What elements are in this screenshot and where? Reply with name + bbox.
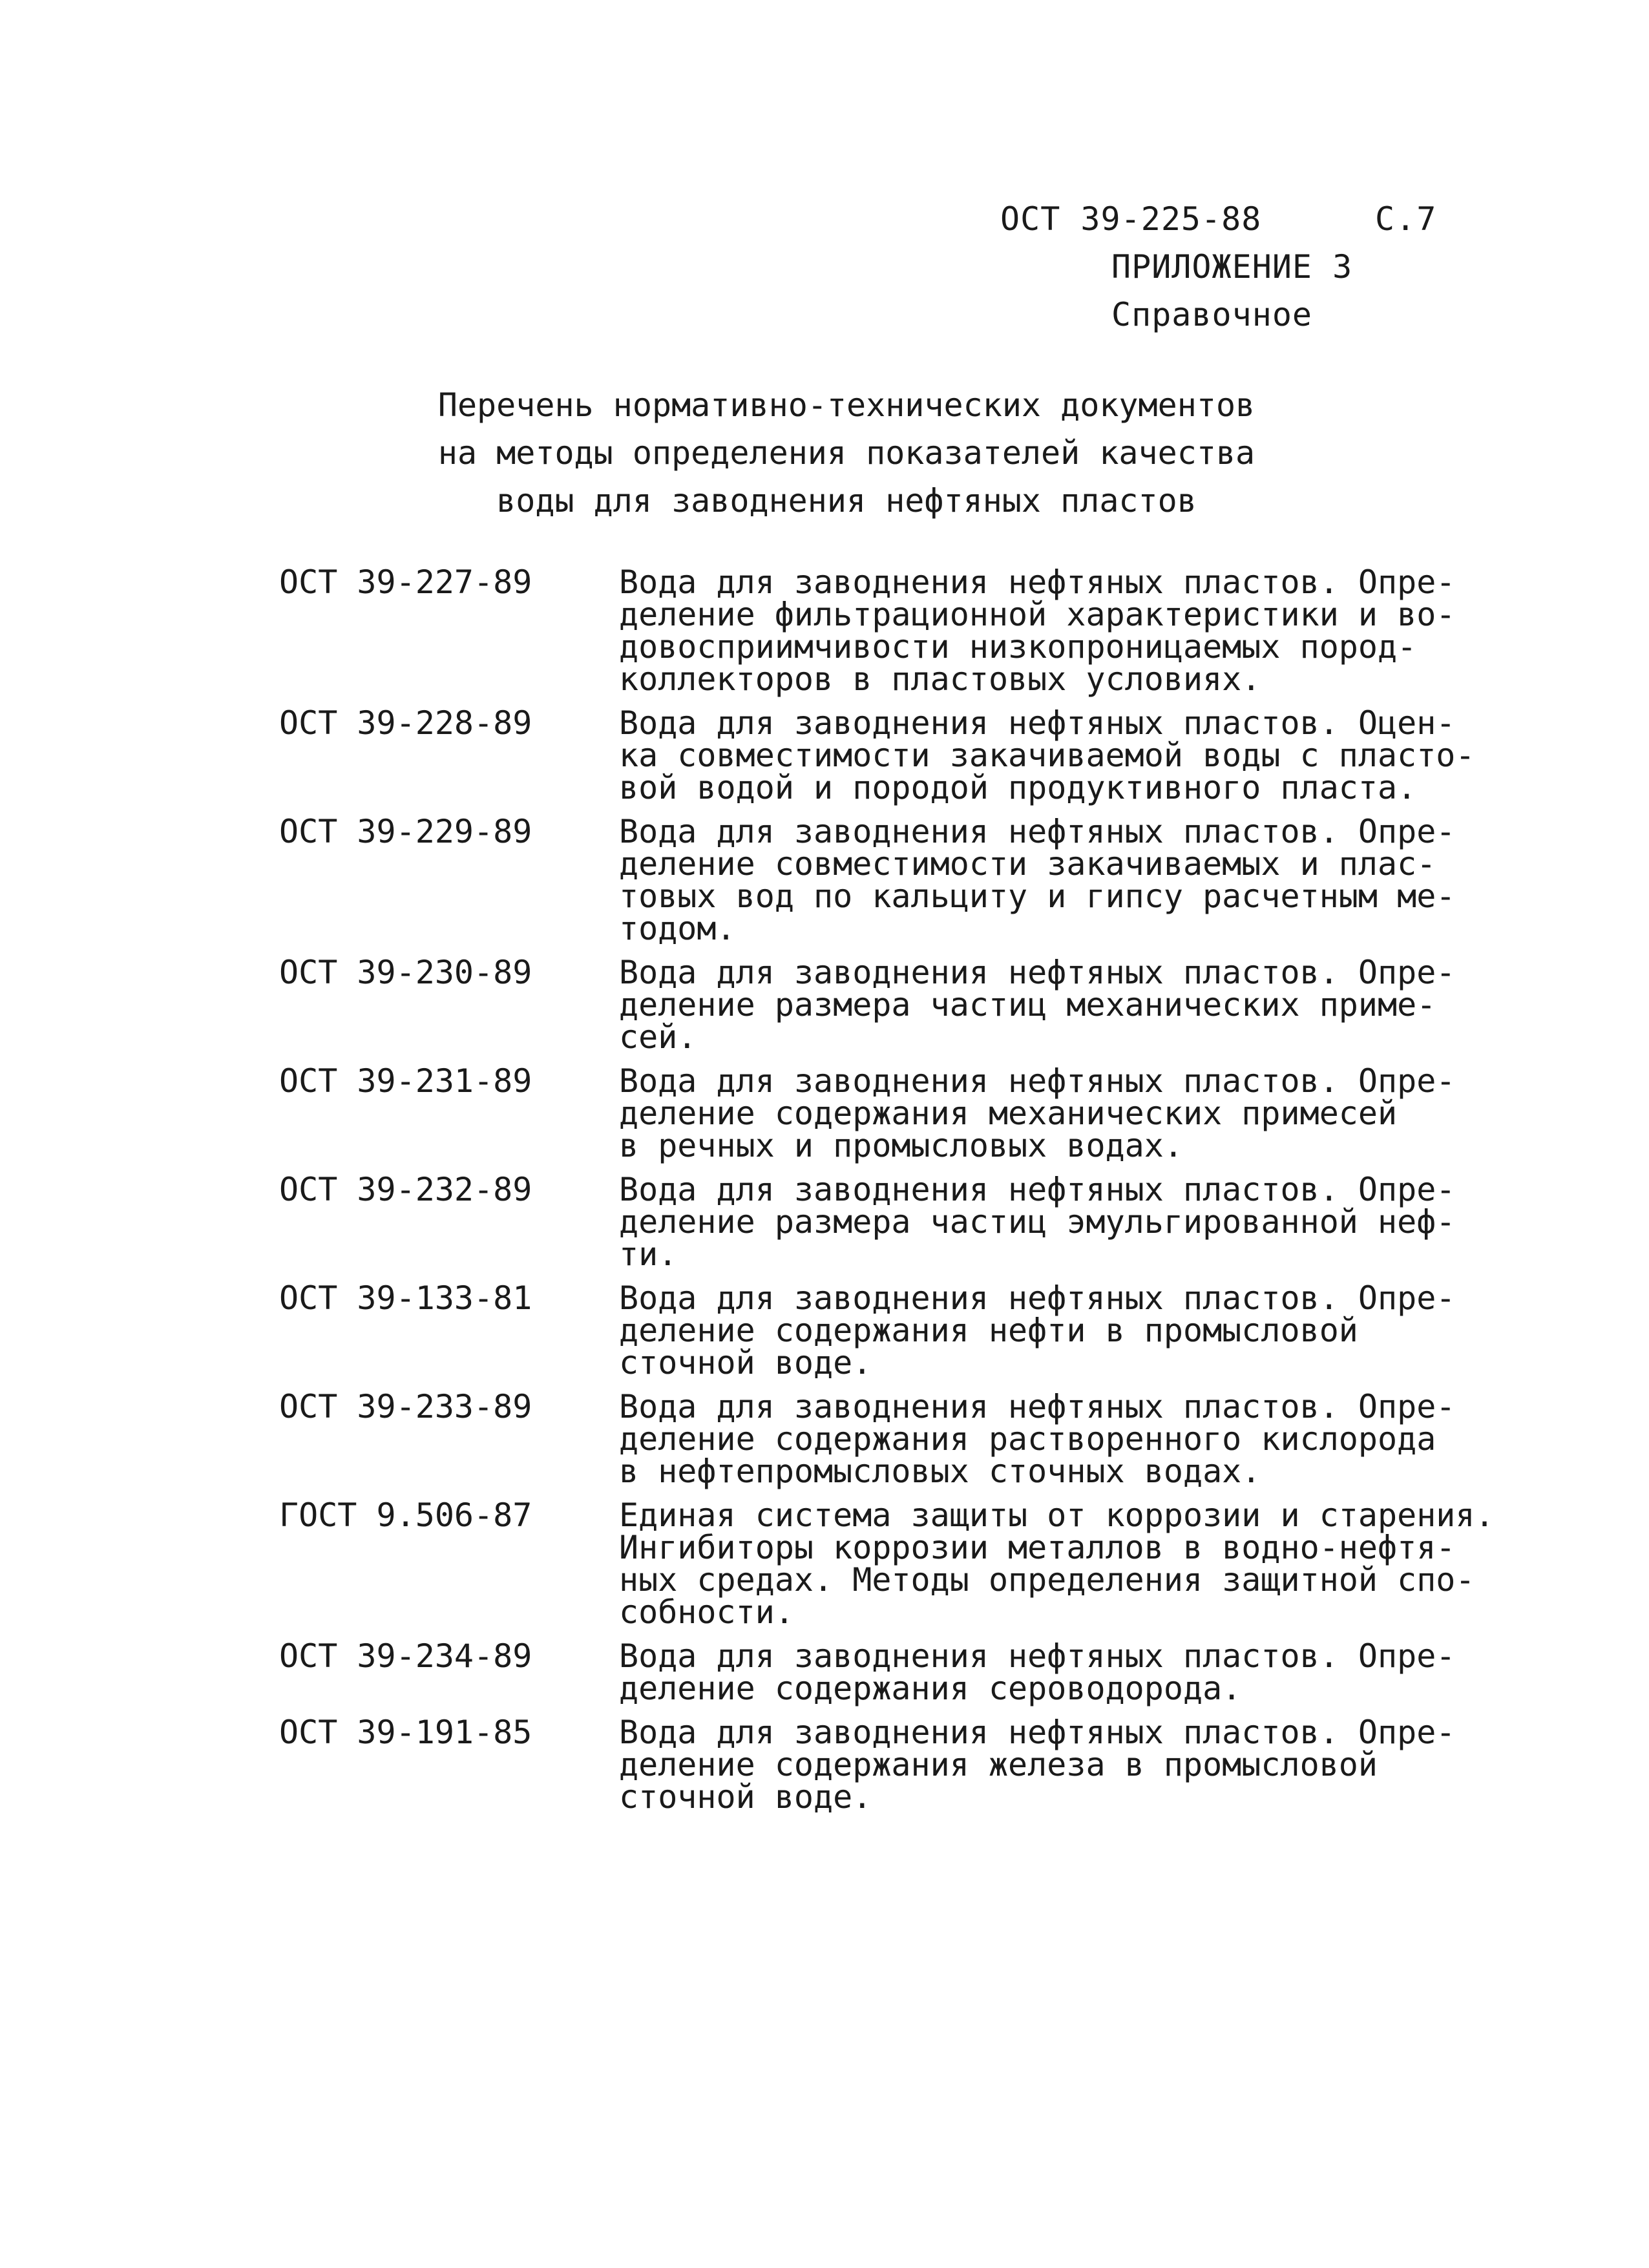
document-description <box>619 1388 1520 1490</box>
description-line: собности. <box>619 1593 794 1631</box>
document-code: ОСТ 39-228-89 <box>279 704 532 742</box>
document-description <box>619 815 1520 945</box>
document-entry <box>279 563 1520 698</box>
document-code: ОСТ 39-234-89 <box>279 1637 532 1675</box>
document-description <box>619 954 1520 1056</box>
document-code: ОСТ 39-191-85 <box>279 1714 532 1751</box>
document-description <box>619 1714 1520 1816</box>
reference-type: Справочное <box>1111 296 1313 333</box>
document-code: ОСТ 39-227-89 <box>279 563 532 601</box>
document-entry <box>279 1637 1520 1707</box>
document-entry <box>279 1171 1520 1273</box>
document-code: ОСТ 39-229-89 <box>279 813 532 850</box>
document-code: ОСТ 39-230-89 <box>279 954 532 991</box>
description-line: деление содержания механических примесей <box>619 1095 1398 1132</box>
description-line: деление содержания растворенного кислорода <box>619 1420 1436 1458</box>
description-line: Вода для заводнения нефтяных пластов. Опре- <box>619 563 1456 601</box>
description-line: деление содержания железа в промысловой <box>619 1746 1378 1783</box>
description-line: вой водой и породой продуктивного пласта. <box>619 769 1417 806</box>
document-entry <box>279 1388 1520 1490</box>
description-line: деление размера частиц механических приме- <box>619 986 1436 1024</box>
description-line: ных средах. Методы определения защитной спо- <box>619 1561 1475 1599</box>
description-line: в нефтепромысловых сточных водах. <box>619 1453 1261 1490</box>
description-line: Ингибиторы коррозии металлов в водно-нефтя- <box>619 1529 1456 1566</box>
documents-list <box>279 563 1520 1825</box>
description-line: товых вод по кальциту и гипсу расчетным ме- <box>619 877 1456 915</box>
document-code: ОСТ 39-231-89 <box>279 1062 532 1100</box>
document-description <box>619 1062 1520 1164</box>
description-line: Вода для заводнения нефтяных пластов. Опре- <box>619 1714 1456 1751</box>
document-code: ГОСТ 9.506-87 <box>279 1496 532 1534</box>
description-line: деление совместимости закачиваемых и плас- <box>619 845 1436 883</box>
standard-code: ОСТ 39-225-88 <box>1000 200 1262 238</box>
document-entry <box>279 1496 1520 1631</box>
description-line: Вода для заводнения нефтяных пластов. Опре- <box>619 1171 1456 1208</box>
page-number: С.7 <box>1375 200 1438 238</box>
document-code: ОСТ 39-133-81 <box>279 1279 532 1317</box>
document-description <box>619 704 1520 806</box>
description-line: деление фильтрационной характеристики и во- <box>619 596 1456 633</box>
description-line: Вода для заводнения нефтяных пластов. Опре- <box>619 1279 1456 1317</box>
document-entry <box>279 1279 1520 1381</box>
document-entry <box>279 815 1520 945</box>
document-entry <box>279 704 1520 806</box>
description-line: Вода для заводнения нефтяных пластов. Опре- <box>619 1062 1456 1100</box>
description-line: Вода для заводнения нефтяных пластов. Опре- <box>619 1637 1456 1675</box>
document-description <box>619 1637 1520 1707</box>
title-line: Перечень нормативно-технических документов <box>437 386 1255 424</box>
title-line: на методы определения показателей качества <box>437 434 1255 472</box>
description-line: Единая система защиты от коррозии и старения. <box>619 1496 1495 1534</box>
description-line: коллекторов в пластовых условиях. <box>619 660 1261 698</box>
description-line: деление содержания нефти в промысловой <box>619 1312 1358 1349</box>
document-description <box>619 1171 1520 1273</box>
document-description <box>619 563 1520 698</box>
document-code: ОСТ 39-232-89 <box>279 1171 532 1208</box>
description-line: сточной воде. <box>619 1778 872 1816</box>
document-description <box>619 1496 1520 1631</box>
appendix-label: ПРИЛОЖЕНИЕ 3 <box>1111 248 1353 286</box>
description-line: ка совместимости закачиваемой воды с пласто- <box>619 737 1475 774</box>
description-line: деление содержания сероводорода. <box>619 1670 1242 1707</box>
document-entry <box>279 1714 1520 1816</box>
description-line: Вода для заводнения нефтяных пластов. Опре- <box>619 954 1456 991</box>
title-line: воды для заводнения нефтяных пластов <box>496 482 1197 520</box>
document-title <box>414 381 1279 525</box>
description-line: Вода для заводнения нефтяных пластов. Оцен- <box>619 704 1456 742</box>
description-line: тодом. <box>619 910 736 947</box>
description-line: ти. <box>619 1235 678 1273</box>
description-line: сей. <box>619 1018 697 1056</box>
document-description <box>619 1279 1520 1381</box>
description-line: Вода для заводнения нефтяных пластов. Опре- <box>619 1388 1456 1425</box>
description-line: сточной воде. <box>619 1344 872 1381</box>
description-line: деление размера частиц эмульгированной неф- <box>619 1203 1456 1241</box>
document-entry <box>279 954 1520 1056</box>
description-line: Вода для заводнения нефтяных пластов. Опре- <box>619 813 1456 850</box>
description-line: в речных и промысловых водах. <box>619 1127 1183 1164</box>
description-line: довосприимчивости низкопроницаемых пород- <box>619 628 1417 666</box>
document-code: ОСТ 39-233-89 <box>279 1388 532 1425</box>
document-entry <box>279 1062 1520 1164</box>
